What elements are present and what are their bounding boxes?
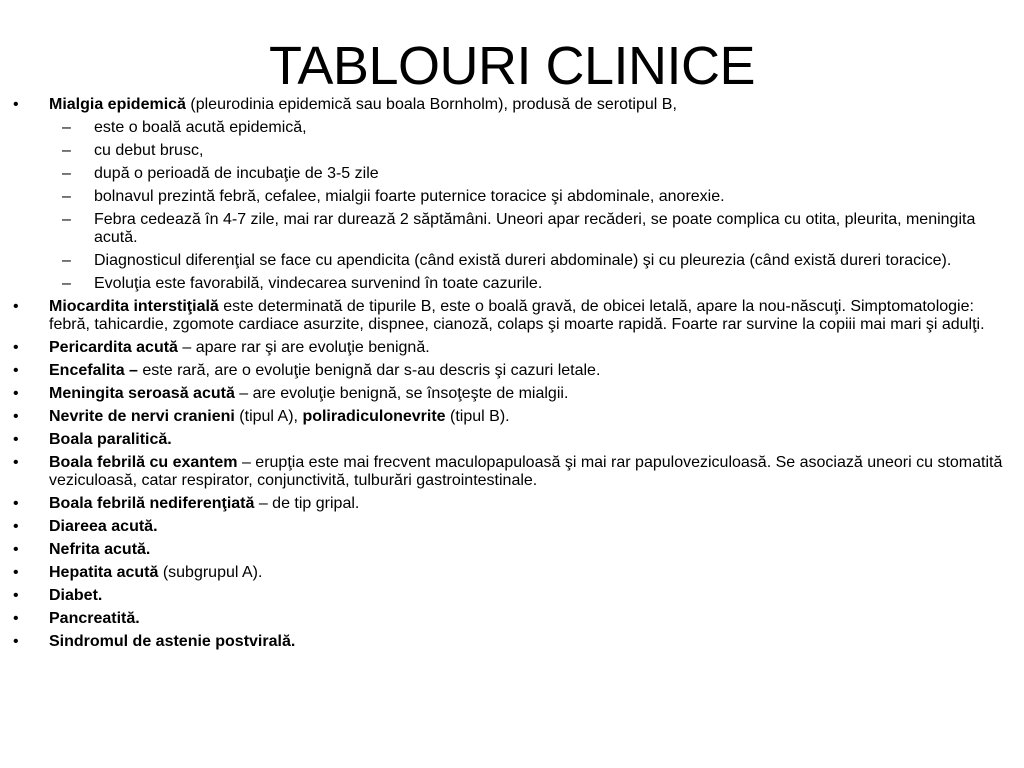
item-text: [49, 541, 150, 558]
item-description: Diagnosticul diferenţial se face cu apendicita (când există dureri abdominale) şi cu pleurezia (când există dureri toracice).: [94, 252, 952, 269]
dash-marker: –: [62, 252, 71, 269]
item-description: – apare rar şi are evoluţie benignă.: [177, 339, 430, 356]
item-heading: Pancreatită.: [49, 610, 140, 627]
item-text: [49, 495, 359, 512]
list-item: [0, 610, 1024, 628]
list-item: [0, 564, 1024, 582]
item-text: [94, 275, 542, 292]
bullet-marker: •: [13, 610, 19, 627]
item-heading-secondary: poliradiculonevrite: [302, 408, 446, 425]
item-description: cu debut brusc,: [94, 142, 204, 159]
item-heading: Encefalita –: [49, 362, 138, 379]
dash-marker: –: [62, 188, 71, 205]
bullet-marker: •: [13, 587, 19, 604]
item-text: [94, 211, 975, 246]
sub-list-item: [0, 252, 1024, 270]
item-heading: Diabet.: [49, 587, 103, 604]
item-text: [94, 252, 951, 269]
list-item: [0, 633, 1024, 651]
list-item: [0, 587, 1024, 605]
bullet-marker: •: [13, 408, 19, 425]
dash-marker: –: [62, 211, 71, 228]
item-heading: Meningita seroasă acută: [49, 385, 235, 402]
dash-marker: –: [62, 119, 71, 136]
item-description-secondary: (tipul B).: [445, 408, 510, 425]
sub-list-item: [0, 142, 1024, 160]
sub-list-item: [0, 211, 1024, 247]
item-heading: Pericardita acută: [49, 339, 178, 356]
bullet-list: [0, 96, 1024, 656]
bullet-marker: •: [13, 518, 19, 535]
list-item: [0, 362, 1024, 380]
item-description: – erupţia este mai frecvent maculopapuloasă şi mai rar papuloveziculoasă. Se asociază uneori cu stomatită veziculoasă, catar respirator, conjunctivită, tulburări gastrointestinale.: [49, 454, 1003, 489]
bullet-marker: •: [13, 454, 19, 471]
item-text: [94, 119, 307, 136]
list-item: [0, 339, 1024, 357]
item-text: [94, 188, 725, 205]
list-item: [0, 454, 1024, 490]
item-text: [49, 587, 102, 604]
list-item: [0, 541, 1024, 559]
item-text: [49, 408, 510, 425]
item-text: [49, 610, 140, 627]
dash-marker: –: [62, 275, 71, 292]
bullet-marker: •: [13, 564, 19, 581]
item-heading: Sindromul de astenie postvirală.: [49, 633, 296, 650]
list-item: [0, 408, 1024, 426]
item-heading: Boala paralitică.: [49, 431, 172, 448]
sub-list-item: [0, 165, 1024, 183]
item-text: [49, 454, 1002, 489]
item-description: – are evoluţie benignă, se însoţeşte de mialgii.: [234, 385, 569, 402]
item-text: [49, 431, 172, 448]
bullet-marker: •: [13, 362, 19, 379]
item-description: bolnavul prezintă febră, cefalee, mialgii foarte puternice toracice şi abdominale, anorexie.: [94, 188, 725, 205]
item-text: [49, 385, 568, 402]
item-text: [49, 518, 158, 535]
list-item: [0, 495, 1024, 513]
item-heading: Nevrite de nervi cranieni: [49, 408, 235, 425]
item-text: [49, 633, 295, 650]
item-description: este o boală acută epidemică,: [94, 119, 307, 136]
item-text: [49, 362, 600, 379]
bullet-marker: •: [13, 431, 19, 448]
list-item: [0, 96, 1024, 114]
list-item: [0, 385, 1024, 403]
item-description: după o perioadă de incubaţie de 3-5 zile: [94, 165, 379, 182]
bullet-marker: •: [13, 385, 19, 402]
list-item: [0, 298, 1024, 334]
list-item: [0, 518, 1024, 536]
dash-marker: –: [62, 165, 71, 182]
bullet-marker: •: [13, 298, 19, 315]
item-heading: Miocardita interstiţială: [49, 298, 219, 315]
item-description: este rară, are o evoluţie benignă dar s-au descris şi cazuri letale.: [137, 362, 601, 379]
item-description: Evoluţia este favorabilă, vindecarea survenind în toate cazurile.: [94, 275, 543, 292]
page-title: TABLOURI CLINICE: [268, 36, 756, 96]
bullet-marker: •: [13, 495, 19, 512]
bullet-marker: •: [13, 541, 19, 558]
item-heading: Nefrita acută.: [49, 541, 151, 558]
item-text: [49, 339, 430, 356]
item-text: [94, 165, 379, 182]
bullet-marker: •: [13, 633, 19, 650]
item-description: – de tip gripal.: [254, 495, 360, 512]
item-heading: Mialgia epidemică: [49, 96, 186, 113]
item-text: [49, 96, 677, 113]
bullet-marker: •: [13, 339, 19, 356]
sub-list-item: [0, 188, 1024, 206]
item-heading: Hepatita acută: [49, 564, 159, 581]
dash-marker: –: [62, 142, 71, 159]
item-text: [49, 298, 985, 333]
item-description: Febra cedează în 4-7 zile, mai rar durează 2 săptămâni. Uneori apar recăderi, se poate complica cu otita, pleurita, meningita acută.: [94, 211, 976, 246]
item-description: (tipul A),: [234, 408, 303, 425]
item-heading: Diareea acută.: [49, 518, 158, 535]
item-heading: Boala febrilă nediferenţiată: [49, 495, 255, 512]
item-description: (subgrupul A).: [158, 564, 263, 581]
item-description: este determinată de tipurile B, este o boală gravă, de obicei letală, apare la nou-născuţi. Simptomatologie: febră, tahicardie, zgomote cardiace asurzite, dispnee, cianoză, colaps şi moarte rapidă. Foarte rar survine la copiii mai mari şi adulţi.: [49, 298, 985, 333]
bullet-marker: •: [13, 96, 19, 113]
item-description: (pleurodinia epidemică sau boala Bornholm), produsă de serotipul B,: [185, 96, 677, 113]
sub-list-item: [0, 275, 1024, 293]
item-text: [49, 564, 262, 581]
sub-list-item: [0, 119, 1024, 137]
item-heading: Boala febrilă cu exantem: [49, 454, 238, 471]
list-item: [0, 431, 1024, 449]
item-text: [94, 142, 203, 159]
